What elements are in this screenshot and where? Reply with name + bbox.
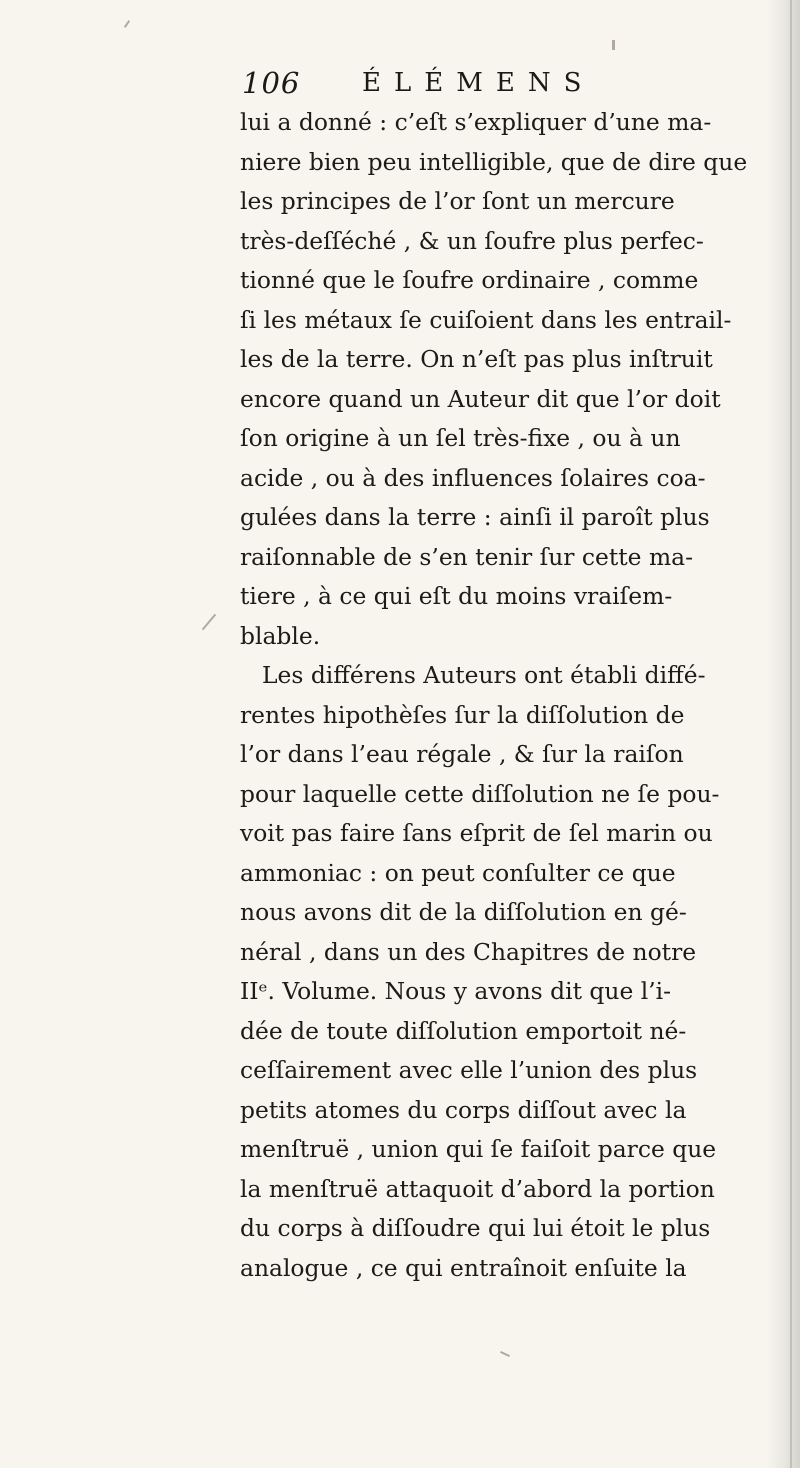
text-line: les de la terre. On n’eſt pas plus inſtruit	[240, 345, 713, 373]
text-line: acide , ou à des influences ſolaires coa-	[240, 463, 706, 492]
text-line: néral , dans un des Chapitres de notre	[240, 937, 697, 966]
body-text	[240, 103, 760, 1288]
text-line: tiere , à ce qui eſt du moins vraiſem-	[240, 582, 673, 610]
text-line: dée de toute diſſolution emportoit né-	[240, 1016, 687, 1045]
text-line: encore quand un Auteur dit que l’or doit	[240, 384, 721, 413]
text-line: raiſonnable de s’en tenir ſur cette ma-	[240, 542, 693, 571]
text-line: gulées dans la terre : ainſi il paroît plus	[240, 503, 710, 531]
text-line: ſi les métaux ſe cuiſoient dans les entrail-	[240, 305, 732, 334]
running-header	[242, 66, 762, 106]
text-line: rentes hipothèſes ſur la diſſolution de	[240, 700, 685, 729]
text-line: l’or dans l’eau régale , & ſur la raiſon	[240, 740, 684, 768]
page-gutter-shadow	[766, 0, 800, 1468]
text-line: nous avons dit de la diſſolution en gé-	[240, 898, 687, 926]
page-edge-line	[790, 0, 792, 1468]
text-line: niere bien peu intelligible, que de dire que	[240, 147, 748, 176]
text-line: ſon origine à un ſel très-fixe , ou à un	[240, 424, 681, 452]
text-line: voit pas faire ſans eſprit de ſel marin ou	[240, 819, 713, 847]
text-line: petits atomes du corps diſſout avec la	[240, 1095, 687, 1124]
text-line: menſtruë , union qui ſe faiſoit parce que	[240, 1135, 717, 1163]
text-line: les principes de l’or ſont un mercure	[240, 187, 675, 215]
text-line: ammoniac : on peut conſulter ce que	[240, 858, 676, 887]
text-line: blable.	[240, 621, 321, 650]
ink-speck	[612, 40, 615, 50]
page-number: 106	[242, 66, 301, 100]
text-line: analogue , ce qui entraînoit enſuite la	[240, 1253, 687, 1282]
running-title: ÉLÉMENS	[362, 68, 595, 98]
text-line: du corps à diſſoudre qui lui étoit le plus	[240, 1214, 711, 1242]
text-line: tionné que le ſoufre ordinaire , comme	[240, 266, 699, 294]
ink-speck	[202, 614, 216, 631]
text-line: très-deſſéché , & un ſoufre plus perfec-	[240, 226, 704, 255]
text-line: la menſtruë attaquoit d’abord la portion	[240, 1174, 715, 1203]
text-line: IIᵉ. Volume. Nous y avons dit que l’i-	[240, 977, 672, 1005]
text-line: lui a donné : c’eſt s’expliquer d’une ma-	[240, 108, 712, 136]
text-line: ceſſairement avec elle l’union des plus	[240, 1056, 698, 1084]
paragraph-first-line: Les différens Auteurs ont établi diffé-	[262, 661, 706, 689]
text-line: pour laquelle cette diſſolution ne ſe pou-	[240, 779, 720, 808]
ink-speck	[500, 1351, 510, 1357]
ink-speck	[124, 20, 130, 28]
